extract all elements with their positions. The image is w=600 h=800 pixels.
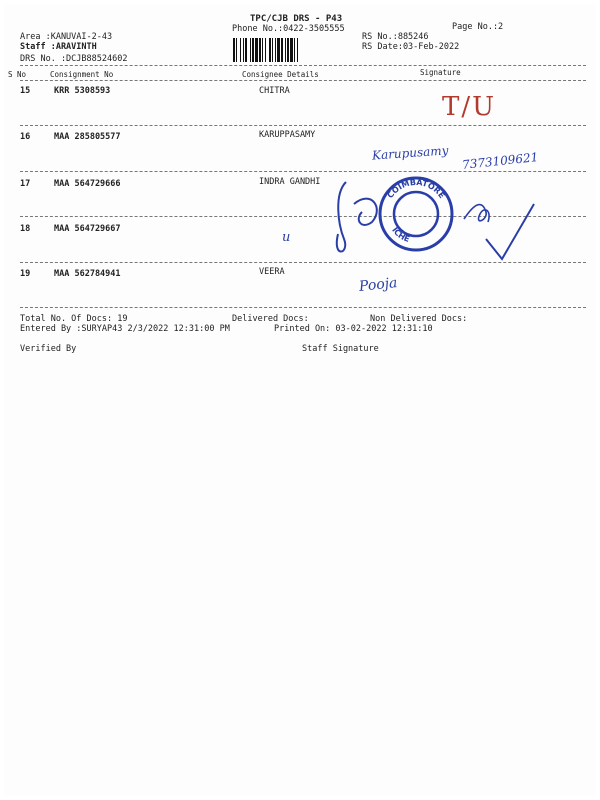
handwritten-name: Karupusamy — [371, 143, 449, 163]
handwritten-tu: T/U — [442, 92, 497, 122]
divider — [20, 307, 586, 308]
page-number: Page No.:2 — [452, 22, 504, 32]
rs-date: RS Date:03-Feb-2022 — [362, 42, 460, 52]
col-consignee: Consignee Details — [242, 70, 319, 79]
row-consignee: KARUPPASAMY — [259, 130, 316, 140]
tick-mark — [486, 204, 534, 259]
signature-scribble — [337, 182, 377, 252]
row-consignment: MAA 285805577 — [54, 132, 121, 142]
row-consignment: MAA 564729667 — [54, 224, 121, 234]
row-consignee: CHITRA — [259, 86, 290, 96]
barcode — [233, 38, 357, 62]
col-signature: Signature — [420, 68, 461, 77]
drs-number: DRS No. :DCJB88524602 — [20, 54, 128, 64]
col-sno: S No — [8, 70, 27, 79]
row-consignee: INDRA GANDHI — [259, 177, 321, 187]
row-consignment: MAA 562784941 — [54, 269, 121, 279]
handwritten-phone: 7373109621 — [461, 150, 539, 172]
signature-and-stamp — [324, 164, 594, 274]
printed-on: Printed On: 03-02-2022 12:31:10 — [274, 324, 433, 334]
svg-text:COIMBATORE — [386, 178, 447, 200]
handwritten-name: Pooja — [358, 275, 399, 295]
row-consignment: MAA 564729666 — [54, 179, 121, 189]
drs-document — [4, 4, 596, 796]
row-consignee: VEERA — [259, 267, 285, 277]
handwritten-ditto: u — [282, 230, 291, 245]
delivered-docs: Delivered Docs: — [232, 314, 309, 324]
row-divider — [20, 125, 586, 126]
area-field: Area :KANUVAI-2-43 — [20, 32, 113, 42]
staff-field: Staff :ARAVINTH — [20, 42, 97, 52]
total-docs: Total No. Of Docs: 19 — [20, 314, 128, 324]
divider — [20, 65, 586, 66]
col-consignment: Consignment No — [50, 70, 114, 79]
non-delivered-docs: Non Delivered Docs: — [370, 314, 468, 324]
rs-number: RS No.:885246 — [362, 32, 429, 42]
entered-by: Entered By :SURYAP43 2/3/2022 12:31:00 PM — [20, 324, 230, 334]
row-sno: 17 — [20, 179, 31, 189]
row-sno: 19 — [20, 269, 31, 279]
verified-by: Verified By — [20, 344, 77, 354]
divider — [20, 80, 586, 81]
document-title: TPC/CJB DRS - P43 — [250, 14, 343, 24]
stamp-text-bottom: ICHE — [390, 225, 411, 244]
row-consignment: KRR 5308593 — [54, 86, 111, 96]
stamp-text-top: COIMBATORE — [385, 177, 447, 201]
row-sno: 18 — [20, 224, 31, 234]
phone-number: Phone No.:0422-3505555 — [232, 24, 345, 34]
signature-scribble — [464, 205, 489, 222]
stamp — [380, 178, 452, 250]
staff-signature: Staff Signature — [302, 344, 379, 354]
row-sno: 16 — [20, 132, 31, 142]
row-sno: 15 — [20, 86, 31, 96]
